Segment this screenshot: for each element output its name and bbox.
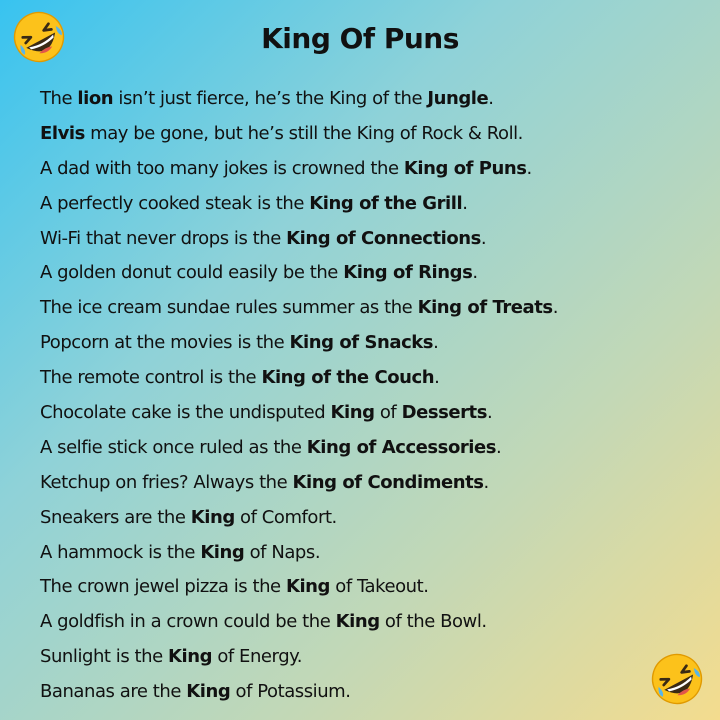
rolling-laughing-face-icon: [648, 650, 706, 708]
pun-text: .: [496, 436, 502, 458]
pun-bold-text: King of the Grill: [309, 192, 463, 214]
pun-text: .: [472, 262, 478, 284]
pun-bold-text: King: [330, 402, 375, 424]
pun-text: A golden donut could easily be the: [40, 262, 344, 284]
pun-text: may be gone, but he’s still the King of Rock & Roll.: [84, 122, 523, 144]
pun-line: [40, 503, 710, 538]
pun-text: The crown jewel pizza is the: [40, 576, 286, 598]
pun-text: A goldfish in a crown could be the: [40, 611, 336, 633]
pun-line: [40, 572, 710, 607]
pun-text: .: [462, 192, 468, 214]
pun-bold-text: King: [285, 576, 330, 598]
pun-text: .: [486, 402, 493, 424]
pun-bold-text: Jungle: [427, 88, 489, 109]
pun-text: of Energy.: [212, 646, 303, 668]
pun-bold-text: King: [186, 681, 231, 703]
pun-bold-text: King of Accessories: [306, 436, 497, 458]
pun-text: The ice cream sundae rules summer as the: [40, 297, 418, 319]
pun-text: Wi-Fi that never drops is the: [40, 227, 287, 249]
pun-text: of Naps.: [244, 541, 321, 563]
pun-bold-text: King of Connections: [286, 227, 481, 249]
pun-text: Sunlight is the: [40, 646, 169, 668]
pun-line: [40, 258, 710, 293]
pun-text: isn’t just fierce, he’s the King of the: [113, 88, 428, 109]
pun-bold-text: King of Puns: [403, 157, 527, 179]
pun-bold-text: King of the Couch: [261, 367, 435, 389]
pun-text: .: [480, 227, 487, 249]
pun-text: A selfie stick once ruled as the: [40, 436, 307, 458]
pun-bold-text: King: [335, 611, 380, 633]
pun-text: The remote control is the: [40, 367, 262, 389]
pun-line: [40, 433, 710, 468]
pun-bold-text: King: [200, 541, 245, 563]
pun-list: [40, 84, 710, 712]
pun-bold-text: Desserts: [401, 402, 487, 424]
pun-line: [40, 224, 710, 259]
pun-bold-text: King of Snacks: [289, 332, 434, 354]
pun-text: Ketchup on fries? Always the: [40, 471, 293, 493]
pun-text: of Comfort.: [234, 506, 337, 528]
pun-text: Sneakers are the: [40, 506, 191, 528]
pun-text: .: [488, 88, 494, 109]
pun-bold-text: King: [168, 646, 213, 668]
pun-text: .: [483, 471, 489, 493]
pun-line: [40, 328, 710, 363]
pun-bold-text: King of Condiments: [292, 471, 484, 493]
pun-text: .: [526, 157, 532, 179]
pun-line: [40, 642, 710, 677]
pun-line: [40, 189, 710, 224]
pun-bold-text: lion: [77, 88, 114, 109]
pun-text: .: [552, 297, 558, 319]
pun-text: of: [374, 402, 402, 424]
pun-text: of Potassium.: [230, 681, 351, 703]
pun-line: [40, 538, 710, 573]
pun-line: [40, 154, 710, 189]
page-title: King Of Puns: [261, 22, 459, 55]
pun-line: [40, 677, 710, 712]
pun-bold-text: Elvis: [40, 122, 85, 144]
pun-line: [40, 119, 710, 154]
pun-line: [40, 468, 710, 503]
pun-line: [40, 84, 710, 119]
pun-text: Bananas are the: [40, 681, 187, 703]
pun-bold-text: King of Treats: [417, 297, 553, 319]
pun-line: [40, 398, 710, 433]
pun-text: .: [433, 332, 439, 354]
pun-text: A perfectly cooked steak is the: [40, 192, 310, 214]
pun-text: of the Bowl.: [379, 611, 487, 633]
pun-text: .: [434, 367, 440, 389]
pun-text: Chocolate cake is the undisputed: [40, 402, 331, 424]
pun-text: The: [40, 88, 78, 109]
pun-text: A dad with too many jokes is crowned the: [40, 157, 404, 179]
pun-line: [40, 363, 710, 398]
pun-bold-text: King: [190, 506, 235, 528]
pun-line: [40, 607, 710, 642]
pun-line: [40, 293, 710, 328]
pun-text: A hammock is the: [40, 541, 201, 563]
pun-text: of Takeout.: [329, 576, 429, 598]
pun-bold-text: King of Rings: [343, 262, 473, 284]
pun-text: Popcorn at the movies is the: [40, 332, 290, 354]
